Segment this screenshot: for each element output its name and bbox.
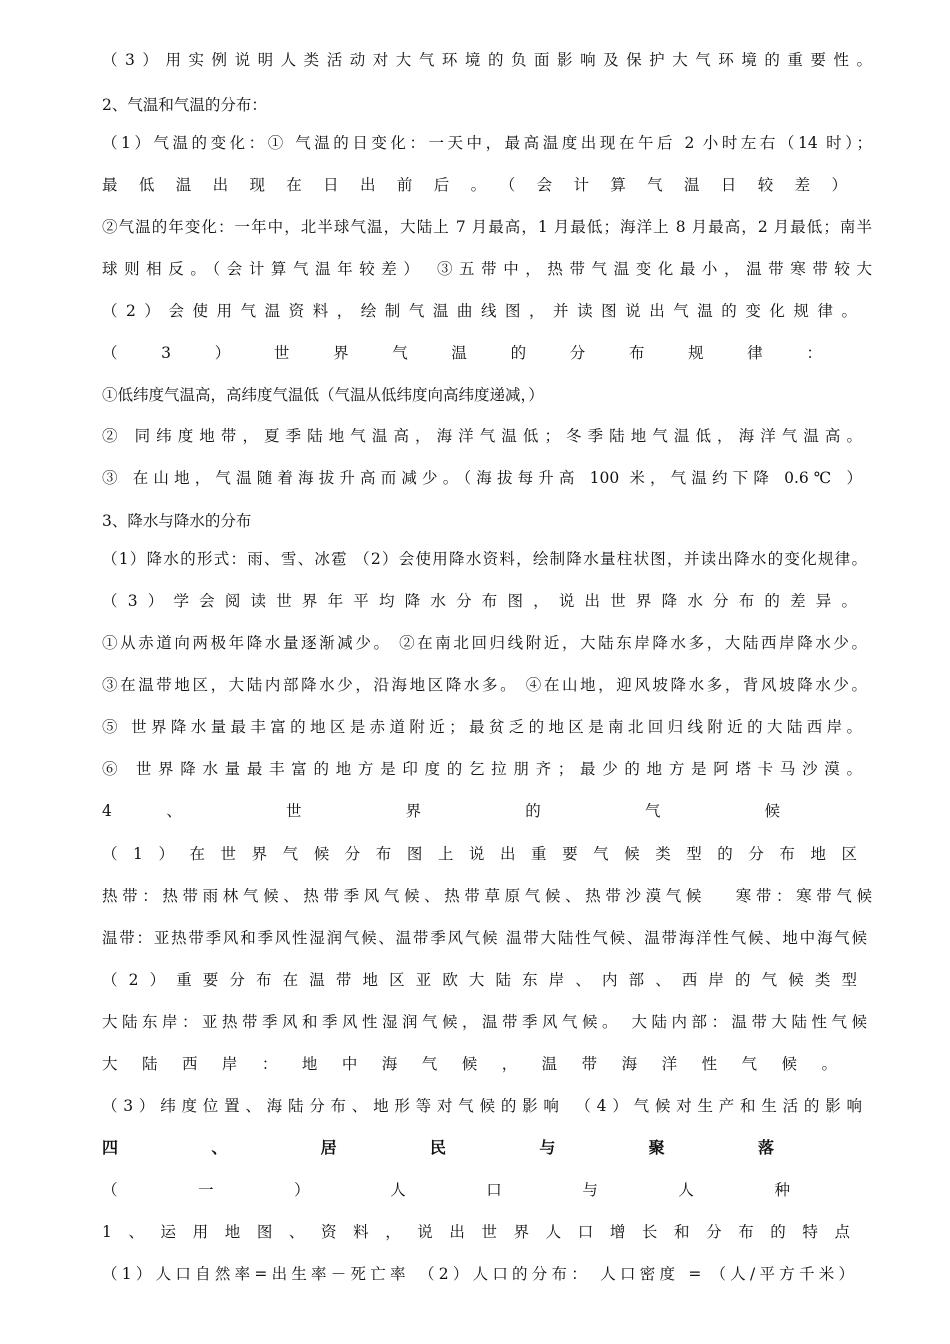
text-line-13: （1）降水的形式：雨、雪、冰雹 （2）会使用降水资料，绘制降水量柱状图，并读出降水的变化规律。 xyxy=(102,550,867,568)
text-line-05: ②气温的年变化：一年中，北半球气温，大陆上 7 月最高，1 月最低；海洋上 8 月最高，2 月最低；南半 xyxy=(102,218,872,236)
text-line-30: （1）人口自然率=出生率－死亡率 （2）人口的分布： 人口密度 = （人/平方千米） xyxy=(102,1265,854,1283)
text-line-01: （3）用实例说明人类活动对大气环境的负面影响及保护大气环境的重要性。 xyxy=(102,51,872,69)
text-line-23: （2）重要分布在温带地区亚欧大陆东岸、内部、西岸的气候类型 xyxy=(102,971,857,989)
section-heading-climate: 4 、 世 界 的 气 候 xyxy=(102,802,780,820)
text-line-24: 大陆东岸：亚热带季风和季风性湿润气候，温带季风气候。 大陆内部：温带大陆性气候 xyxy=(102,1013,867,1031)
text-line-11: ③ 在山地，气温随着海拔升高而减少。（海拔每升高 100 米，气温约下降 0.6℃ ） xyxy=(102,469,862,487)
text-line-09: ①低纬度气温高，高纬度气温低（气温从低纬度向高纬度递减，） xyxy=(102,386,544,404)
chapter-heading-residents: 四 、 居 民 与 聚 落 xyxy=(102,1138,774,1157)
text-line-17: ⑤ 世界降水量最丰富的地区是赤道附近；最贫乏的地区是南北回归线附近的大陆西岸。 xyxy=(102,718,862,736)
text-line-10: ② 同纬度地带，夏季陆地气温高，海洋气温低；冬季陆地气温低，海洋气温高。 xyxy=(102,427,862,445)
text-line-21: 热带：热带雨林气候、热带季风气候、热带草原气候、热带沙漠气候 寒带：寒带气候 xyxy=(102,887,872,905)
text-line-08: （3）世界气温的分布规律： xyxy=(102,344,822,362)
text-line-04: 最低温出现在日出前后。（会计算气温日较差） xyxy=(102,176,847,194)
text-line-03: （1）气温的变化：① 气温的日变化：一天中，最高温度出现在午后 2 小时左右（14 时）； xyxy=(102,134,872,152)
text-line-16: ③在温带地区，大陆内部降水少，沿海地区降水多。 ④在山地，迎风坡降水多，背风坡降水少。 xyxy=(102,676,867,694)
text-line-25: 大陆西岸：地中海气候，温带海洋性气候。 xyxy=(102,1055,837,1073)
section-heading-temperature: 2、气温和气温的分布： xyxy=(102,96,267,114)
text-line-18: ⑥ 世界降水量最丰富的地方是印度的乞拉朋齐；最少的地方是阿塔卡马沙漠。 xyxy=(102,760,862,778)
text-line-26: （3）纬度位置、海陆分布、地形等对气候的影响 （4）气候对生产和生活的影响 xyxy=(102,1097,862,1115)
text-line-15: ①从赤道向两极年降水量逐渐减少。 ②在南北回归线附近，大陆东岸降水多，大陆西岸降水少。 xyxy=(102,634,867,652)
text-line-07: （2）会使用气温资料，绘制气温曲线图，并读图说出气温的变化规律。 xyxy=(102,302,857,320)
text-line-06: 球则相反。（会计算气温年较差） ③五带中，热带气温变化最小，温带寒带较大 xyxy=(102,260,872,278)
text-line-20: （1）在世界气候分布图上说出重要气候类型的分布地区 xyxy=(102,845,857,863)
section-heading-precipitation: 3、降水与降水的分布 xyxy=(102,512,252,530)
section-heading-population: （ 一 ） 人 口 与 人 种 xyxy=(102,1181,790,1199)
text-line-22: 温带：亚热带季风和季风性湿润气候、温带季风气候 温带大陆性气候、温带海洋性气候、地中海气候 xyxy=(102,929,867,947)
text-line-29: 1、运用地图、资料，说出世界人口增长和分布的特点 xyxy=(102,1223,850,1241)
text-line-14: （3）学会阅读世界年平均降水分布图，说出世界降水分布的差异。 xyxy=(102,592,857,610)
